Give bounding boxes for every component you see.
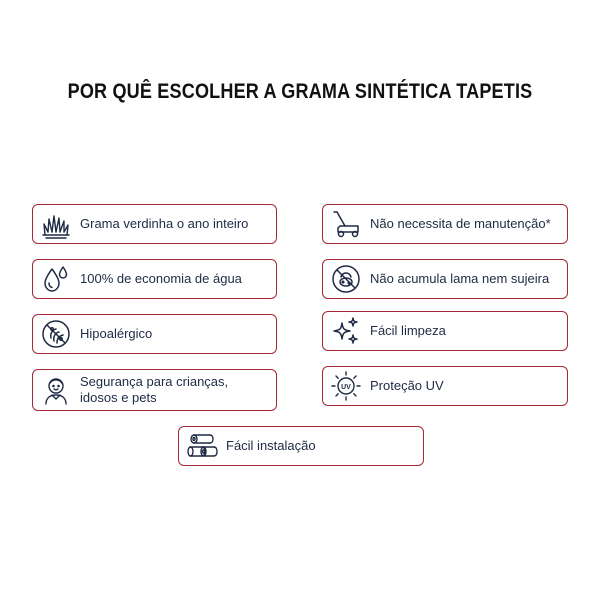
feature-label: Proteção UV [370,378,444,393]
feature-card-uv [322,366,568,406]
feature-card-easy-install [178,426,424,466]
feature-card-no-maintenance [322,204,568,244]
feature-label: Fácil instalação [226,438,316,453]
feature-card-water [32,259,277,299]
feature-card-no-dirt [322,259,568,299]
feature-card-easy-cleaning [322,311,568,351]
page-title: POR QUÊ ESCOLHER A GRAMA SINTÉTICA TAPETIS [67,80,533,103]
feature-label: Não acumula lama nem sujeira [370,271,550,286]
feature-label: Grama verdinha o ano inteiro [80,216,249,231]
lawn-mower-icon [329,207,363,241]
feature-label: 100% de economia de água [80,271,242,286]
uv-sun-icon [329,369,363,403]
feature-label [80,374,228,406]
grass-icon [39,207,73,241]
feature-label: Não necessita de manutenção* [370,216,551,231]
feature-card-hypoallergenic [32,314,277,354]
feature-label-line-1: Segurança para crianças, [80,374,229,389]
feature-label: Fácil limpeza [370,323,446,338]
sparkle-icon [329,314,363,348]
feature-card-safety [32,369,277,411]
child-icon [39,373,73,407]
hypoallergenic-icon [39,317,73,351]
grass-rolls-icon [185,429,219,463]
feature-label-line-2: idosos e pets [80,390,157,405]
uv-badge: UV [341,384,351,391]
water-drops-icon [39,262,73,296]
feature-label: Hipoalérgico [80,326,153,341]
no-dirt-icon [329,262,363,296]
feature-card-grass [32,204,277,244]
